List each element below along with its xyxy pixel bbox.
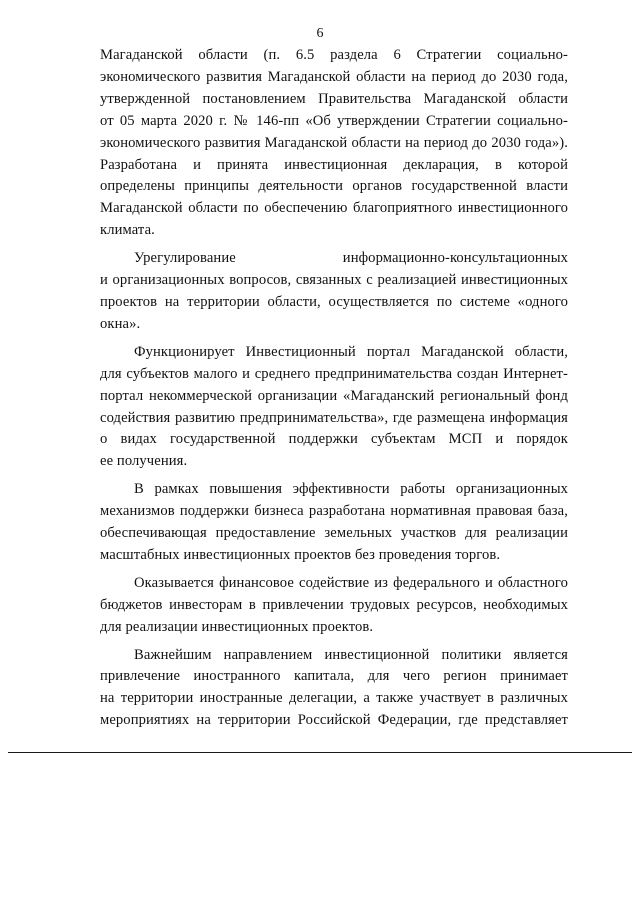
text-line: Важнейшим направлением инвестиционной политики является <box>134 646 568 663</box>
paragraph-foreign-capital <box>100 645 568 733</box>
text-line: Разработана и принята инвестиционная декларация, в которой <box>100 156 568 173</box>
page-number: 6 <box>316 26 324 41</box>
text-line: окна». <box>100 315 141 332</box>
document-body <box>100 45 568 738</box>
text-line: определены принципы деятельности органов государственной власти <box>100 178 568 195</box>
paragraph-legal-base <box>100 479 568 567</box>
text-line: климата. <box>100 222 155 239</box>
text-line: Магаданской области по обеспечению благоприятного инвестиционного <box>100 200 568 217</box>
text-line: утвержденной постановлением Правительства Магаданской области <box>100 90 568 107</box>
text-line: привлечение иностранного капитала, для чего регион принимает <box>100 668 568 685</box>
paragraph-strategy-reference <box>100 45 568 242</box>
text-line: Урегулирование информационно-консультационных <box>134 250 568 267</box>
page-bottom-divider <box>8 752 632 753</box>
paragraph-investment-portal <box>100 342 568 473</box>
text-line: В рамках повышения эффективности работы организационных <box>134 481 568 498</box>
text-line: для реализации инвестиционных проектов. <box>100 618 374 635</box>
text-line: обеспечивающая предоставление земельных участков для реализации <box>100 525 568 542</box>
text-line: Магаданской области (п. 6.5 раздела 6 Стратегии социально- <box>100 47 568 63</box>
text-line: экономического развития Магаданской области на период до 2030 года, <box>100 68 568 85</box>
text-line: содействия развитию предпринимательства», где размещена информация <box>100 409 568 426</box>
text-line: о видах государственной поддержки субъектам МСП и порядок <box>100 431 568 448</box>
text-line: масштабных инвестиционных проектов без проведения торгов. <box>100 546 501 563</box>
text-line: на территории иностранные делегации, а также участвует в различных <box>100 690 568 707</box>
text-line: Оказывается финансовое содействие из федерального и областного <box>134 574 568 591</box>
paragraph-one-window <box>100 248 568 336</box>
text-line: портал некоммерческой организации «Магаданский региональный фонд <box>100 387 568 404</box>
text-line: механизмов поддержки бизнеса разработана нормативная правовая база, <box>100 503 568 520</box>
text-line: проектов на территории области, осуществляется по системе «одного <box>100 293 568 310</box>
text-line: ее получения. <box>100 453 188 470</box>
text-line: экономического развития Магаданской области на период до 2030 года»). <box>100 134 568 151</box>
text-line: и организационных вопросов, связанных с реализацией инвестиционных <box>100 272 568 289</box>
text-line: мероприятиях на территории Российской Федерации, где представляет <box>100 712 568 729</box>
text-line: Функционирует Инвестиционный портал Магаданской области, <box>134 343 568 360</box>
text-line: для субъектов малого и среднего предпринимательства создан Интернет- <box>100 365 568 382</box>
text-line: от 05 марта 2020 г. № 146-пп «Об утверждении Стратегии социально- <box>100 112 568 129</box>
text-line: бюджетов инвесторам в привлечении трудовых ресурсов, необходимых <box>100 596 568 613</box>
paragraph-financial-support <box>100 573 568 639</box>
